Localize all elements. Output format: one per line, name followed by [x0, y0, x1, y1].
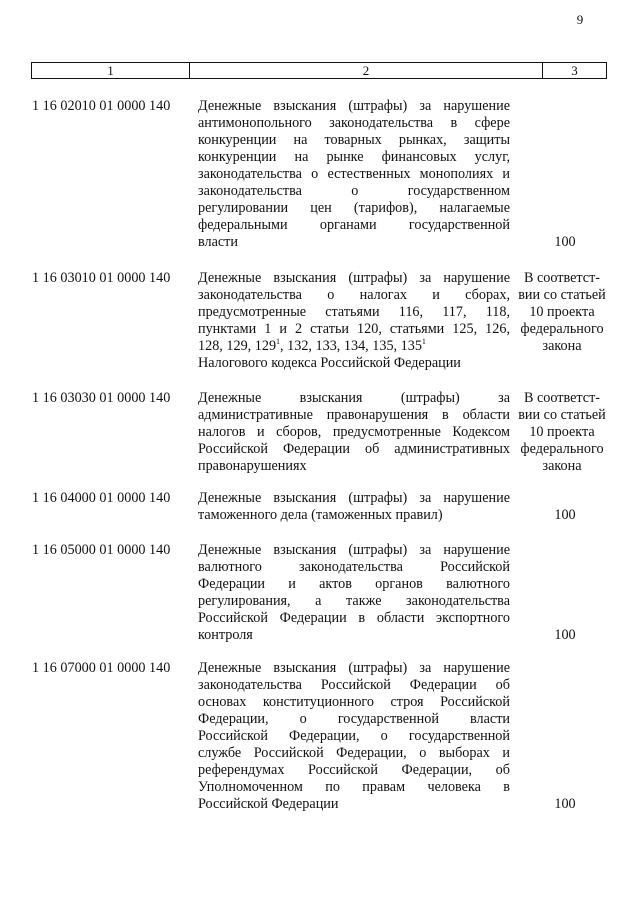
budget-code: 1 16 05000 01 0000 140 [32, 542, 171, 558]
description-line: конкуренции на рынке финансовых услуг, [198, 149, 510, 165]
description-line: Уполномоченном по правам человека в [198, 779, 510, 795]
description-line: Денежные взыскания (штрафы) за нарушение [198, 270, 510, 286]
row-description [198, 98, 510, 251]
description-line: Денежные взыскания (штрафы) за нарушение [198, 542, 510, 558]
description-line: Денежные взыскания (штрафы) за [198, 390, 510, 406]
description-line: Налогового кодекса Российской Федерации [198, 355, 461, 371]
description-line: пунктами 1 и 2 статьи 120, статьями 125, 126, [198, 321, 510, 337]
article-list-part: 128, 129, 129 [198, 338, 277, 354]
description-line: административные правонарушения в области [198, 407, 510, 423]
superscript: 1 [276, 337, 281, 346]
amount-value: 100 [554, 627, 576, 643]
budget-code: 1 16 04000 01 0000 140 [32, 490, 171, 506]
description-line: Денежные взыскания (штрафы) за нарушение [198, 660, 510, 676]
note-line: вии со статьей [518, 287, 606, 303]
description-line: Денежные взыскания (штрафы) за нарушение [198, 490, 510, 506]
description-line: регулировании цен (тарифов), налагаемые [198, 200, 510, 216]
row-description [198, 490, 510, 524]
description-line: власти [198, 234, 238, 250]
budget-code: 1 16 07000 01 0000 140 [32, 660, 171, 676]
amount-value: 100 [554, 234, 576, 250]
description-line: Российской Федерации в области экспортного [198, 610, 510, 626]
description-line: законодательства Российской Федерации об [198, 677, 510, 693]
note-line: 10 проекта [529, 304, 595, 320]
budget-code: 1 16 03010 01 0000 140 [32, 270, 171, 286]
description-line: Российской Федерации, о государственной [198, 728, 510, 744]
article-list-part: , 132, 133, 134, 135, 135 [280, 338, 422, 354]
description-line: предусмотренные статьями 116, 117, 118, [198, 304, 510, 320]
row-description [198, 270, 510, 372]
description-line: регулирования, а также законодательства [198, 593, 510, 609]
row-description [198, 660, 510, 813]
description-line: законодательства о налогах и сборах, [198, 287, 510, 303]
description-line: антимонопольного законодательства в сфере [198, 115, 510, 131]
description-line: контроля [198, 627, 253, 643]
description-line [198, 338, 510, 355]
description-line: основах конституционного строя Российской [198, 694, 510, 710]
description-line: Денежные взыскания (штрафы) за нарушение [198, 98, 510, 114]
description-line: конкуренции на товарных рынках, защиты [198, 132, 510, 148]
column-header-2: 2 [190, 63, 543, 78]
legal-basis-note [512, 270, 612, 355]
description-line: службе Российской Федерации, о выборах и [198, 745, 510, 761]
description-line: федеральными органами государственной [198, 217, 510, 233]
description-line: законодательства о естественных монополиях и [198, 166, 510, 182]
description-line: Российской Федерации [198, 796, 339, 812]
note-line: 10 проекта [529, 424, 595, 440]
column-header-3: 3 [571, 63, 578, 78]
note-line: вии со статьей [518, 407, 606, 423]
note-line: закона [542, 338, 582, 354]
description-line: Федерации и актов органов валютного [198, 576, 510, 592]
column-header-row [31, 62, 607, 79]
column-header-1: 1 [32, 63, 190, 78]
budget-code: 1 16 02010 01 0000 140 [32, 98, 171, 114]
note-line: закона [542, 458, 582, 474]
description-line: таможенного дела (таможенных правил) [198, 507, 443, 523]
description-line: законодательства о государственном [198, 183, 510, 199]
description-line: правонарушениях [198, 458, 307, 474]
description-line: Федерации, о государственной власти [198, 711, 510, 727]
description-line: Российской Федерации об административных [198, 441, 510, 457]
note-line: В соответст- [523, 270, 600, 286]
note-line: В соответст- [523, 390, 600, 406]
description-line: референдумах Российской Федерации, об [198, 762, 510, 778]
row-description [198, 390, 510, 475]
description-line: налогов и сборов, предусмотренные Кодексом [198, 424, 510, 440]
legal-basis-note [512, 390, 612, 475]
budget-code: 1 16 03030 01 0000 140 [32, 390, 171, 406]
amount-value: 100 [554, 796, 576, 812]
page-number: 9 [576, 12, 584, 27]
amount-value: 100 [554, 507, 576, 523]
row-description [198, 542, 510, 644]
description-line: валютного законодательства Российской [198, 559, 510, 575]
note-line: федерального [520, 321, 604, 337]
note-line: федерального [520, 441, 604, 457]
superscript: 1 [421, 337, 426, 346]
